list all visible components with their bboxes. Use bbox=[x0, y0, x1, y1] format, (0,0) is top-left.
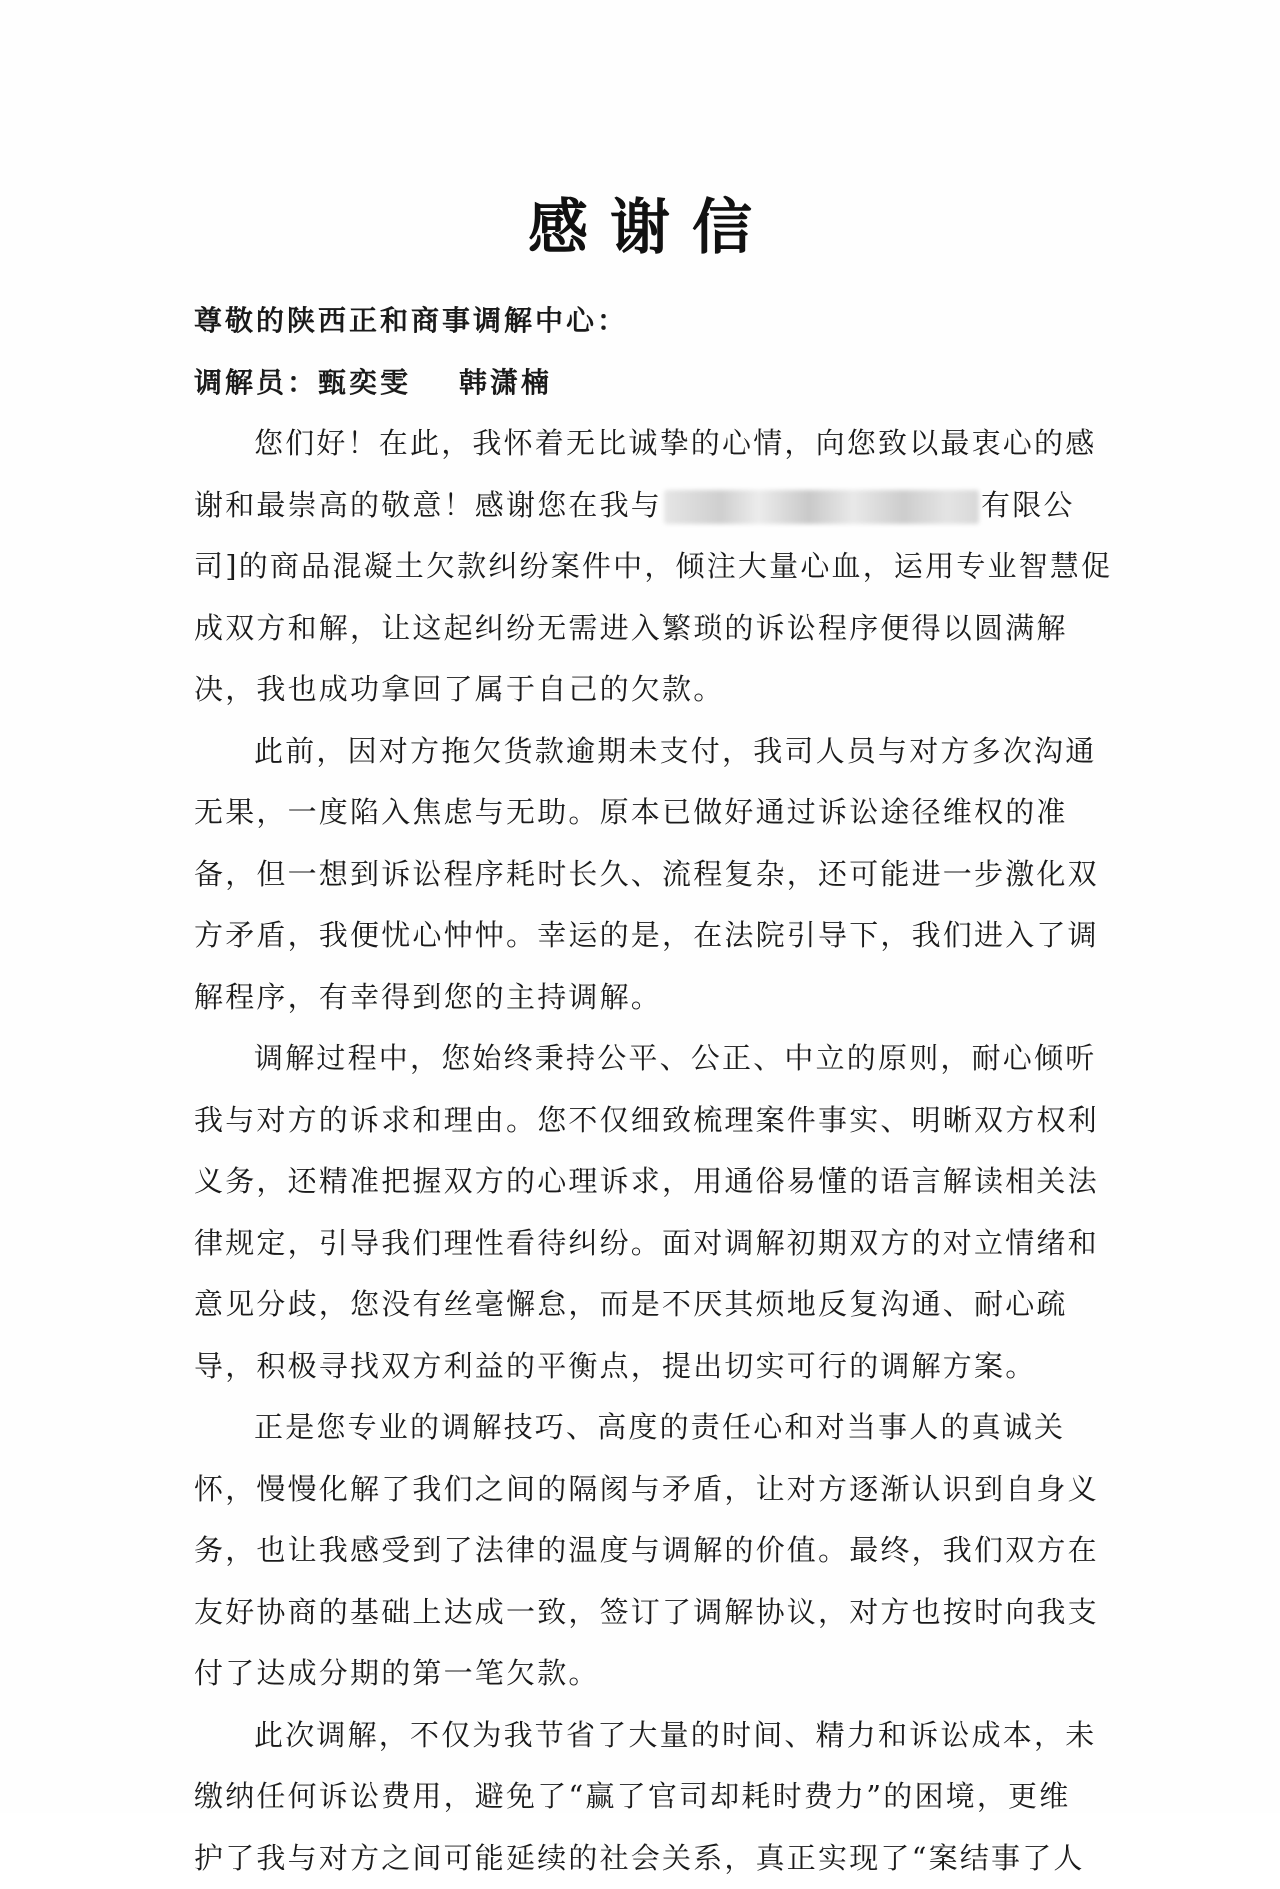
text-line: 此次调解，不仅为我节省了大量的时间、精力和诉讼成本，未 bbox=[194, 1705, 1078, 1767]
text-line: 导，积极寻找双方利益的平衡点，提出切实可行的调解方案。 bbox=[194, 1336, 1078, 1398]
text-line: 解程序，有幸得到您的主持调解。 bbox=[194, 967, 1078, 1029]
paragraph bbox=[194, 1397, 1078, 1705]
text-line: 付了达成分期的第一笔欠款。 bbox=[194, 1643, 1078, 1705]
text-line: 我与对方的诉求和理由。您不仅细致梳理案件事实、明晰双方权利 bbox=[194, 1090, 1078, 1152]
text-line: 怀，慢慢化解了我们之间的隔阂与矛盾，让对方逐渐认识到自身义 bbox=[194, 1459, 1078, 1521]
redacted-company-name bbox=[664, 490, 979, 524]
text-line: 意见分歧，您没有丝毫懈怠，而是不厌其烦地反复沟通、耐心疏 bbox=[194, 1274, 1078, 1336]
text-line: 您们好！在此，我怀着无比诚挚的心情，向您致以最衷心的感 bbox=[194, 413, 1078, 475]
text-line: 义务，还精准把握双方的心理诉求，用通俗易懂的语言解读相关法 bbox=[194, 1151, 1078, 1213]
text-line: 司]的商品混凝土欠款纠纷案件中，倾注大量心血，运用专业智慧促 bbox=[194, 536, 1078, 598]
text-line: 方矛盾，我便忧心忡忡。幸运的是，在法院引导下，我们进入了调 bbox=[194, 905, 1078, 967]
page-title: 感谢信 bbox=[0, 188, 1280, 268]
paragraph bbox=[194, 1028, 1078, 1397]
paragraph bbox=[194, 1705, 1078, 1889]
text-line: 备，但一想到诉讼程序耗时长久、流程复杂，还可能进一步激化双 bbox=[194, 844, 1078, 906]
text-line: 务，也让我感受到了法律的温度与调解的价值。最终，我们双方在 bbox=[194, 1520, 1078, 1582]
text-line: 护了我与对方之间可能延续的社会关系，真正实现了“案结事了人 bbox=[194, 1828, 1078, 1889]
text-line: 无果，一度陷入焦虑与无助。原本已做好通过诉讼途径维权的准 bbox=[194, 782, 1078, 844]
mediators-line bbox=[194, 352, 1078, 414]
text-line: 正是您专业的调解技巧、高度的责任心和对当事人的真诚关 bbox=[194, 1397, 1078, 1459]
text-line: 律规定，引导我们理性看待纠纷。面对调解初期双方的对立情绪和 bbox=[194, 1213, 1078, 1275]
text-fragment: 有限公 bbox=[981, 488, 1075, 522]
text-line: 此前，因对方拖欠货款逾期未支付，我司人员与对方多次沟通 bbox=[194, 721, 1078, 783]
paragraph bbox=[194, 413, 1078, 721]
recipient-line: 尊敬的陕西正和商事调解中心： bbox=[194, 290, 1078, 352]
letter-body bbox=[194, 290, 1078, 1889]
mediators-label: 调解员： bbox=[194, 366, 318, 399]
text-line: 友好协商的基础上达成一致，签订了调解协议，对方也按时向我支 bbox=[194, 1582, 1078, 1644]
mediator-name: 韩潇楠 bbox=[459, 366, 552, 399]
text-line: 缴纳任何诉讼费用，避免了“赢了官司却耗时费力”的困境，更维 bbox=[194, 1766, 1078, 1828]
text-line: 成双方和解，让这起纠纷无需进入繁琐的诉讼程序便得以圆满解 bbox=[194, 598, 1078, 660]
paragraph bbox=[194, 721, 1078, 1029]
text-fragment: 谢和最崇高的敬意！感谢您在我与 bbox=[194, 488, 662, 522]
text-line: 调解过程中，您始终秉持公平、公正、中立的原则，耐心倾听 bbox=[194, 1028, 1078, 1090]
text-line: 决，我也成功拿回了属于自己的欠款。 bbox=[194, 659, 1078, 721]
mediator-name: 甄奕雯 bbox=[318, 366, 411, 399]
text-line bbox=[194, 475, 1078, 537]
